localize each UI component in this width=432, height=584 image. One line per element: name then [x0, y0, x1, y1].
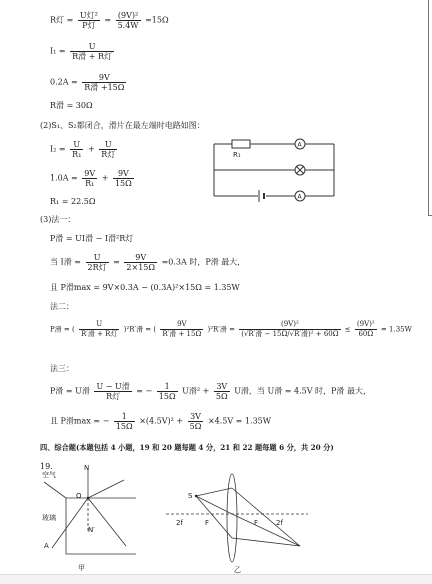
circuit-diagram [208, 134, 340, 204]
numerator: 3V [214, 382, 230, 392]
denominator: 60Ω [358, 330, 374, 338]
numerator: 1 [114, 412, 135, 422]
formula-text: 0.2A = [50, 77, 78, 87]
fraction [94, 382, 131, 401]
fraction [157, 382, 178, 401]
resistor-label: R₁ [233, 151, 241, 159]
formula-method-three [50, 382, 371, 401]
fraction [114, 412, 135, 431]
denominator: 5.4W [117, 21, 139, 30]
fraction [188, 412, 204, 431]
denominator: R灯 [101, 150, 116, 159]
formula-method-two [50, 320, 412, 339]
ray-1-refracted [232, 488, 300, 546]
numerator: 9V [124, 253, 157, 263]
formula-text: + [101, 173, 109, 183]
ray-1 [196, 488, 232, 496]
numerator: U − U滑 [96, 382, 130, 391]
point-o [87, 497, 89, 499]
refraction-figure [36, 462, 146, 574]
denominator: R₁ [72, 150, 82, 159]
formula-text: 1.0A = [50, 173, 78, 183]
formula-text: U滑² + [182, 386, 210, 396]
figure-caption: 甲 [78, 564, 85, 572]
fraction [79, 320, 119, 339]
label-a: A [44, 542, 49, 550]
fraction [214, 382, 230, 401]
formula-text: I₂ = [50, 144, 66, 154]
formula-power: P滑 = UI滑 − I滑²R灯 [50, 234, 134, 243]
ammeter-label: A [297, 193, 302, 201]
numerator: U灯² [79, 11, 98, 20]
denominator: R₁ [85, 179, 95, 188]
incident-ray [52, 498, 88, 548]
formula-text: ×4.5V = 1.35W [207, 416, 271, 426]
numerator: U [70, 140, 83, 150]
denominator: 2×15Ω [126, 263, 156, 272]
formula-current-2-value [50, 169, 136, 188]
numerator: 9V [82, 73, 126, 83]
denominator: (√R′滑 − 15Ω/√R′滑)² + 60Ω [241, 330, 339, 338]
formula-max-condition [50, 253, 245, 272]
margin-line [428, 0, 429, 215]
fraction [355, 320, 377, 339]
label-o: O [76, 492, 82, 500]
fraction [239, 320, 340, 339]
label-air: 空气 [42, 471, 56, 479]
fraction [116, 11, 141, 30]
fraction [82, 73, 126, 92]
fraction [78, 11, 100, 30]
formula-current-2 [50, 140, 119, 159]
numerator: 1 [157, 382, 178, 392]
method-two-heading: 法二： [50, 302, 74, 311]
ammeter-label: A [297, 141, 302, 149]
denominator: R滑 +15Ω [84, 83, 125, 92]
formula-max-power: 且 P滑max = 9V×0.3A − (0.3A)²×15Ω = 1.35W [50, 283, 240, 292]
fraction [99, 140, 117, 159]
ray-3 [196, 496, 232, 538]
fraction [160, 320, 203, 339]
formula-text: )²R′滑 = ( [123, 325, 157, 334]
denominator: 2R灯 [87, 263, 107, 272]
formula-lamp-resistance [50, 11, 169, 30]
ray-2 [196, 496, 232, 514]
label-f-left: F [205, 519, 210, 527]
figure-caption: 乙 [234, 566, 241, 574]
formula-method-three-max [50, 412, 271, 431]
formula-result: R₁ = 22.5Ω [50, 197, 96, 206]
denominator: R′滑 + R灯 [81, 330, 118, 338]
ray-2-continued [232, 514, 300, 546]
numerator: (9V)² [116, 11, 141, 21]
formula-text: = 1.35W [380, 325, 412, 334]
method-three-heading: 法三： [50, 364, 74, 373]
numerator: (9V)² [356, 320, 375, 328]
formula-text: =0.3A 时，P滑 最大， [161, 257, 246, 267]
glass-outline [44, 482, 136, 554]
formula-current-value [50, 73, 128, 92]
denominator: 15Ω [114, 179, 132, 188]
formula-text: P滑 = U滑 [50, 386, 90, 396]
numerator: 3V [188, 412, 204, 422]
numerator: (9V)² [239, 320, 340, 330]
denominator: R′滑 + 15Ω [162, 330, 202, 338]
numerator: U [99, 140, 117, 150]
formula-result: R滑 = 30Ω [50, 101, 93, 110]
label-s: S [188, 492, 193, 500]
formula-text: R灯 = [50, 15, 74, 25]
fraction [82, 169, 97, 188]
denominator: 15Ω [115, 422, 133, 431]
label-glass: 玻璃 [42, 514, 56, 522]
formula-text: I₁ = [50, 46, 66, 56]
formula-text: = [113, 257, 120, 267]
denominator: 15Ω [158, 392, 176, 401]
numerator: U [79, 320, 119, 330]
denominator: R滑 + R灯 [72, 52, 113, 61]
formula-text: 且 P滑max = − [50, 416, 110, 426]
formula-text: 当 I滑 = [50, 257, 81, 267]
label-2f-left: 2f [176, 519, 183, 527]
fraction [113, 169, 134, 188]
resistor-r1 [232, 140, 250, 148]
numerator: U [70, 42, 114, 52]
numerator: 9V [113, 169, 134, 179]
formula-text: ≤ [344, 325, 351, 334]
method-one-heading: (3)法一： [40, 215, 76, 224]
denominator: R灯 [106, 392, 121, 401]
formula-text: + [87, 144, 95, 154]
formula-text: )²R′滑 = [207, 325, 235, 334]
formula-text: = − [136, 386, 153, 396]
denominator: 5Ω [189, 422, 202, 431]
section-heading: 四、综合题(本题包括 4 小题，19 和 20 题每题 4 分，21 和 22 题每题 6 分，共 20 分) [40, 443, 334, 452]
label-2f-right: 2f [276, 519, 283, 527]
denominator: P灯 [82, 21, 96, 30]
question-number: 19. [40, 462, 53, 471]
numerator: 9V [84, 169, 96, 178]
formula-text: U滑，当 U滑 = 4.5V 时，P滑 最大， [234, 386, 371, 396]
fraction [86, 253, 109, 272]
margin-line [428, 215, 432, 216]
reflected-ray [88, 480, 124, 498]
convex-lens [227, 474, 237, 562]
denominator: 5Ω [215, 392, 228, 401]
formula-current-1 [50, 42, 116, 61]
label-f-right: F [254, 519, 259, 527]
formula-text: P滑 = ( [50, 325, 75, 334]
formula-text: = [104, 15, 112, 25]
numerator: 9V [160, 320, 203, 330]
refracted-ray [88, 498, 126, 546]
numerator: U [86, 253, 109, 263]
fraction [70, 140, 83, 159]
question-part-2: (2)S₁、S₂都闭合，滑片在最左端时电路如图： [40, 121, 205, 130]
label-n: N [84, 464, 90, 472]
fraction [124, 253, 157, 272]
formula-text: ×(4.5V)² + [139, 416, 184, 426]
label-n-prime: N′ [88, 526, 95, 534]
lens-figure [162, 468, 312, 574]
fraction [70, 42, 114, 61]
formula-text: =15Ω [145, 15, 169, 25]
source-point [195, 495, 197, 497]
ray-3-refracted [232, 538, 300, 546]
